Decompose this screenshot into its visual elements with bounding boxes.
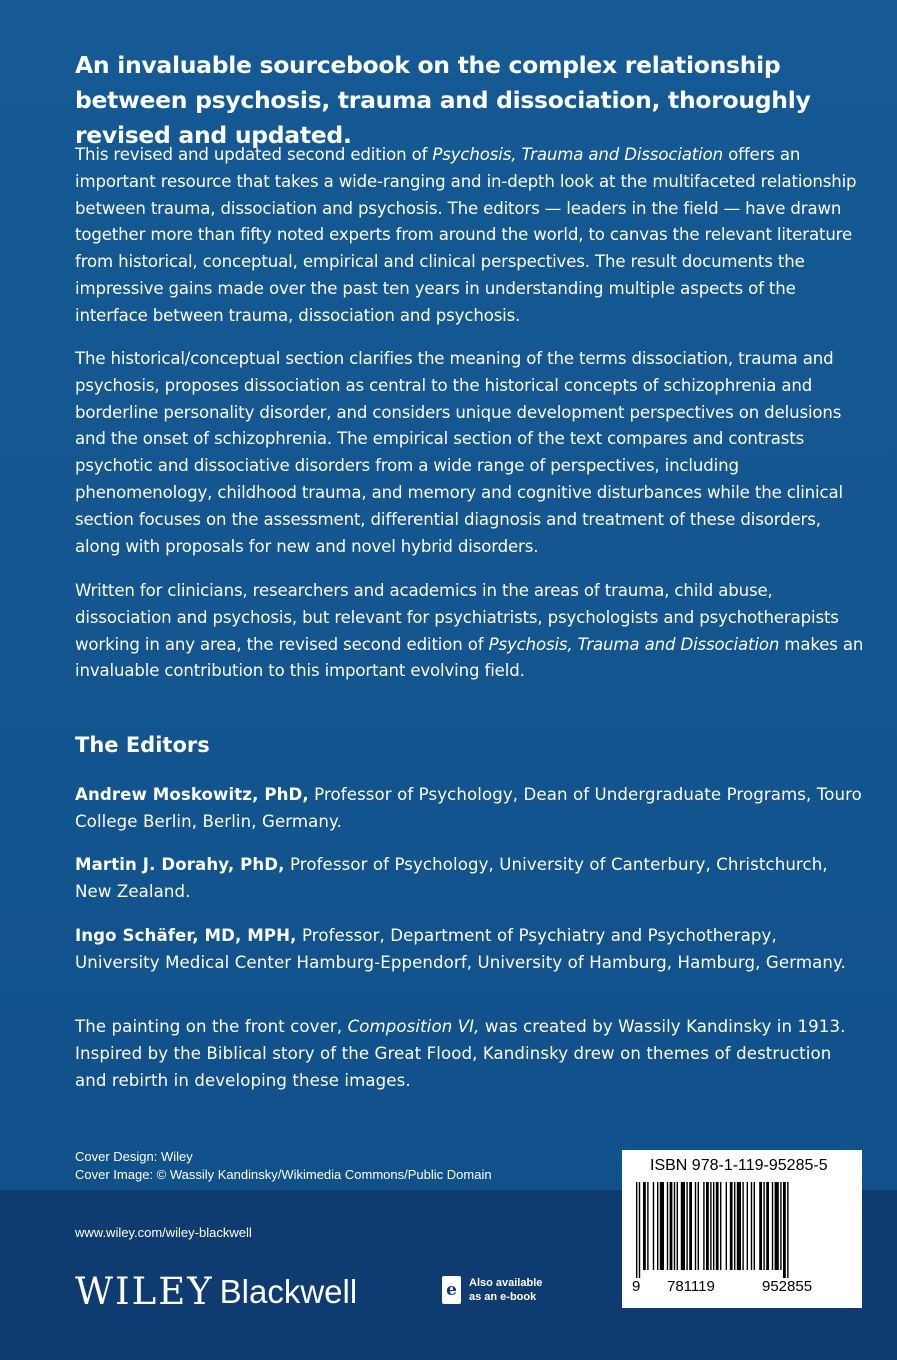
barcode-bar (772, 1182, 773, 1270)
editor-name: Ingo Schäfer, MD, MPH, (75, 926, 297, 945)
barcode-bar (677, 1182, 678, 1270)
p3-text-b: makes an invaluable contribution to this important evolving field. (75, 634, 864, 681)
barcode-bar (698, 1182, 699, 1270)
ebook-line-2: as an e-book (469, 1291, 537, 1303)
barcode-bar (763, 1182, 764, 1270)
ebook-line-1: Also available (469, 1277, 543, 1289)
barcode-bar (706, 1182, 709, 1270)
barcode-bar (787, 1182, 788, 1278)
description-paragraph-1 (75, 142, 865, 330)
barcode-bar (686, 1182, 687, 1270)
editor-desc: Professor, Department of Psychiatry and Psychotherapy, University Medical Center Hamburg-Eppendorf, University of Hamburg, Hamburg, Germany. (75, 926, 846, 972)
logo-wiley-text: WILEY (75, 1270, 214, 1313)
editor-entry (75, 781, 865, 835)
barcode-digit-group: 952855 (762, 1278, 813, 1295)
barcode-bar (766, 1182, 769, 1270)
barcode-bar (751, 1182, 752, 1270)
editor-entry (75, 922, 865, 976)
barcode-bar (713, 1182, 714, 1270)
ebook-badge (442, 1276, 542, 1304)
barcode-bar (720, 1182, 721, 1270)
editor-name: Andrew Moskowitz, PhD, (75, 785, 309, 804)
editor-entry (75, 851, 865, 905)
barcode-bar (759, 1182, 762, 1270)
barcode-digit-group: 781119 (667, 1278, 715, 1295)
barcode-bar (730, 1182, 733, 1270)
description-paragraph-3 (75, 578, 865, 685)
editor-desc: Professor of Psychology, University of Canterbury, Christchurch, New Zealand. (75, 855, 828, 901)
barcode-bar (742, 1182, 743, 1270)
painting-title: Composition VI, (347, 1017, 480, 1036)
barcode-box (622, 1150, 862, 1308)
barcode-bar (670, 1182, 673, 1270)
ebook-text (469, 1276, 542, 1304)
barcode-icon (634, 1182, 850, 1278)
editor-name: Martin J. Dorahy, PhD, (75, 855, 285, 874)
description-paragraph-2: The historical/conceptual section clarifies the meaning of the terms dissociation, trauma and psychosis, proposes dissociation as central to the historical concepts of schizophrenia and borderline personality disorder, and considers unique development perspectives on delusions and the onset of schizophrenia. The empirical section of the text compares and contrasts psychotic and dissociative disorders from a wide range of perspectives, including phenomenology, childhood trauma, and memory and cognitive disturbances while the clinical section focuses on the assessment, differential diagnosis and treatment of these disorders, along with proposals for new and novel hybrid disorders. (75, 349, 843, 556)
barcode-bar (674, 1182, 675, 1270)
p1-text-b: offers an important resource that takes a wide-ranging and in-depth look at the multifaceted relationship between trauma, dissociation and psychosis. The editors — leaders in the field — have drawn together more than fifty noted experts from around the world, to canvas the relevant literature from historical, conceptual, empirical and clinical perspectives. The result documents the impressive gains made over the past ten years in understanding multiple aspects of the interface between trauma, dissociation and psychosis. (75, 145, 857, 325)
cover-note-a: The painting on the front cover, (75, 1017, 348, 1036)
cover-design-credit: Cover Design: Wiley (75, 1149, 193, 1164)
barcode-bar (726, 1182, 727, 1270)
barcode-bar (780, 1182, 781, 1270)
barcode-bar (653, 1182, 654, 1270)
barcode-bar (734, 1182, 735, 1270)
barcode-bar (695, 1182, 696, 1270)
headline: An invaluable sourcebook on the complex relationship between psychosis, trauma and dissociation, thoroughly revised and updated. (75, 51, 811, 149)
editor-desc: Professor of Psychology, Dean of Undergraduate Programs, Touro College Berlin, Berlin, Germany. (75, 785, 862, 831)
p3-text-a: Written for clinicians, researchers and academics in the areas of trauma, child abuse, dissociation and psychosis, but relevant for psychiatrists, psychologists and psychotherapists working in any area, the revised second edition of (75, 581, 839, 654)
cover-note-b: was created by Wassily Kandinsky in 1913. Inspired by the Biblical story of the Great Flood, Kandinsky drew on themes of destruction and rebirth in developing these images. (75, 1017, 846, 1090)
editors-heading: The Editors (75, 733, 210, 757)
barcode-bar (710, 1182, 711, 1270)
barcode-bar (716, 1182, 719, 1270)
barcode-bar (703, 1182, 704, 1270)
barcode-bar (643, 1182, 646, 1270)
barcode-bar (747, 1182, 748, 1270)
barcode-bar (681, 1182, 685, 1270)
barcode-bar (667, 1182, 668, 1270)
barcode-digit-group: 9 (632, 1278, 641, 1295)
publisher-url[interactable]: www.wiley.com/wiley-blackwell (75, 1225, 252, 1240)
barcode-bar (775, 1182, 779, 1270)
barcode-bar (689, 1182, 692, 1270)
logo-blackwell-text: Blackwell (219, 1272, 358, 1310)
barcode-bar (737, 1182, 741, 1270)
barcode-bar (660, 1182, 664, 1270)
barcode-bar (647, 1182, 648, 1270)
p3-book-title: Psychosis, Trauma and Dissociation (488, 634, 780, 654)
barcode-bar (639, 1182, 640, 1278)
ebook-icon: e (442, 1276, 461, 1304)
wiley-blackwell-logo (75, 1270, 357, 1313)
p1-text-a: This revised and updated second edition of (75, 145, 433, 164)
p1-book-title: Psychosis, Trauma and Dissociation (432, 145, 723, 164)
barcode-bar (783, 1182, 786, 1278)
barcode-bar (636, 1182, 637, 1278)
cover-painting-note (75, 1013, 865, 1094)
barcode-bar (754, 1182, 755, 1270)
cover-credits (75, 1148, 492, 1184)
barcode-bar (657, 1182, 658, 1270)
cover-image-credit: Cover Image: © Wassily Kandinsky/Wikimedia Commons/Public Domain (75, 1167, 492, 1182)
isbn-text: ISBN 978-1-119-95285-5 (650, 1157, 828, 1174)
